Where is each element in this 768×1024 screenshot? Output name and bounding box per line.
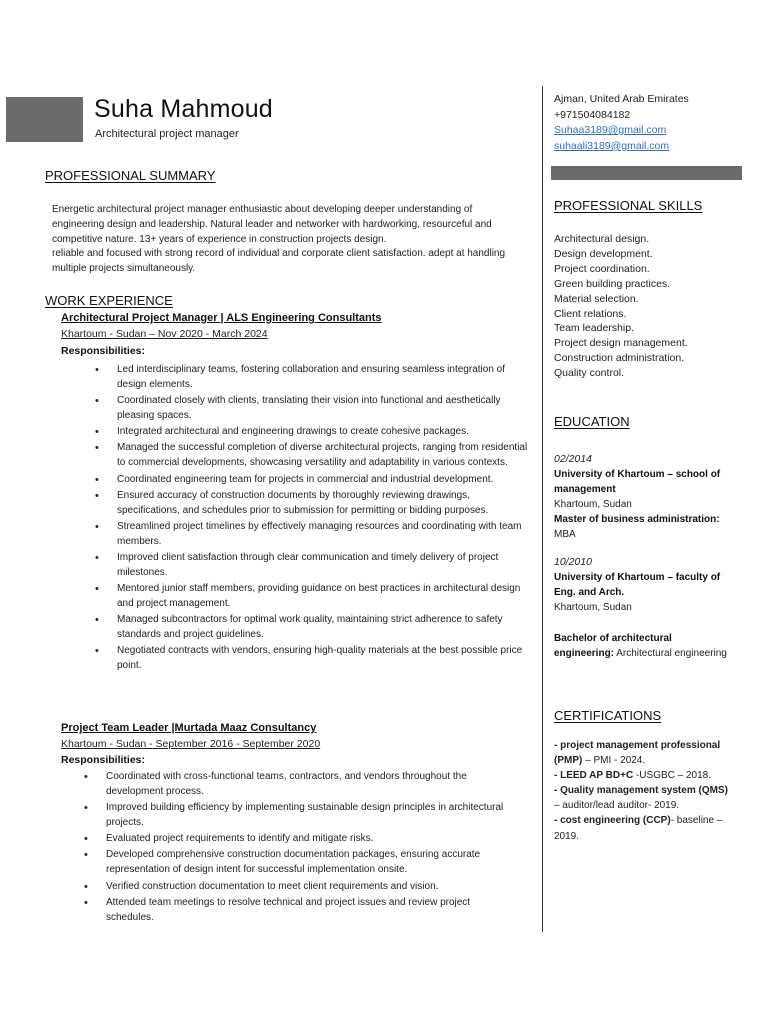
list-item: • Managed subcontractors for optimal work quality, maintaining strict adherence to safety standards and project guidelines. xyxy=(95,613,530,643)
list-item: • Led interdisciplinary teams, fostering collaboration and ensuring seamless integration of design elements. xyxy=(95,363,530,393)
list-item: • Mentored junior staff members, providing guidance on best practices in architectural design and project management. xyxy=(95,582,530,612)
list-item: • Ensured accuracy of construction documents by thoroughly reviewing drawings, specifications, and schedules prior to submission for permitting or bidding purposes. xyxy=(95,489,530,519)
candidate-name: Suha Mahmoud xyxy=(94,95,273,123)
list-item: Project coordination. xyxy=(554,262,650,275)
education-entry-1 xyxy=(554,452,734,542)
candidate-role: Architectural project manager xyxy=(95,128,239,140)
summary-paragraph-1: Energetic architectural project manager enthusiastic about developing deeper understanding of engineering design and leadership. Natural leader and networker with hardworking, resourceful and competitive nature. 13+ years of experience in construction projects design. xyxy=(52,204,492,245)
certification-pmp-label: - project management professional (PMP) xyxy=(554,740,721,767)
job-1-responsibilities-label: Responsibilities: xyxy=(61,345,146,357)
education-2-school: University of Khartoum – faculty of Eng. and Arch. xyxy=(554,572,721,598)
certification-leed-label: - LEED AP BD+C xyxy=(554,770,634,782)
certification-leed-value: -USGBC – 2018. xyxy=(633,770,711,782)
certifications-list xyxy=(554,738,734,844)
list-item: • Improved building efficiency by implementing sustainable design principles in architectural projects. xyxy=(84,801,504,831)
education-heading: EDUCATION xyxy=(554,414,630,429)
certification-pmp xyxy=(554,738,734,768)
list-item: • Evaluated project requirements to identify and mitigate risks. xyxy=(84,832,504,847)
certifications-heading: CERTIFICATIONS xyxy=(554,708,662,723)
contact-block xyxy=(554,92,689,154)
column-divider xyxy=(542,86,543,932)
certification-qms-value: – auditor/lead auditor- 2019. xyxy=(554,800,680,812)
certification-qms xyxy=(554,783,734,813)
experience-heading: WORK EXPERIENCE xyxy=(45,293,173,308)
education-1-date: 02/2014 xyxy=(554,453,592,465)
job-1-responsibilities-list xyxy=(95,363,530,675)
certification-ccp xyxy=(554,813,734,843)
education-entry-2 xyxy=(554,555,734,615)
header-accent-bar xyxy=(6,97,83,142)
education-2-degree-label: Bachelor of architectural engineering: xyxy=(554,633,672,659)
education-entry-2-degree xyxy=(554,631,734,661)
job-1-title: Architectural Project Manager | ALS Engineering Consultants xyxy=(61,312,382,324)
list-item: • Verified construction documentation to meet client requirements and vision. xyxy=(84,880,504,895)
contact-phone: +971504084182 xyxy=(554,108,631,121)
list-item: • Coordinated engineering team for projects in commercial and industrial development. xyxy=(95,473,530,488)
job-1-location: Khartoum - Sudan – Nov 2020 - March 2024 xyxy=(61,328,268,340)
education-2-place: Khartoum, Sudan xyxy=(554,602,632,613)
list-item: • Attended team meetings to resolve technical and project issues and review project schedules. xyxy=(84,896,504,926)
sidebar-accent-bar xyxy=(551,166,742,180)
list-item: • Coordinated with cross-functional teams, contractors, and vendors throughout the development process. xyxy=(84,770,504,800)
education-1-school: University of Khartoum – school of management xyxy=(554,469,721,495)
certification-leed xyxy=(554,768,734,783)
contact-location: Ajman, United Arab Emirates xyxy=(554,93,689,105)
job-2-responsibilities-label: Responsibilities: xyxy=(61,754,146,766)
contact-email-secondary[interactable]: suhaali3189@gmail.com xyxy=(554,139,670,152)
education-1-degree-label: Master of business administration: xyxy=(554,514,720,525)
summary-text xyxy=(52,203,522,277)
list-item: • Integrated architectural and engineering drawings to create cohesive packages. xyxy=(95,425,530,440)
certification-ccp-value: - baseline – 2019. xyxy=(554,815,723,842)
education-1-degree-value: MBA xyxy=(554,529,576,540)
list-item: Client relations. xyxy=(554,307,627,320)
list-item: Project design management. xyxy=(554,337,688,350)
job-2-responsibilities-list xyxy=(84,770,504,927)
education-1-place: Khartoum, Sudan xyxy=(554,499,632,510)
certification-pmp-value: – PMI - 2024. xyxy=(582,755,646,767)
list-item: Quality control. xyxy=(554,367,625,380)
summary-paragraph-2: reliable and focused with strong record of individual and corporate client satisfaction. adept at handling multiple projects simultaneously. xyxy=(52,248,506,275)
list-item: • Streamlined project timelines by effectively managing resources and coordinating with team members. xyxy=(95,520,530,550)
list-item: • Coordinated closely with clients, translating their vision into functional and aesthetically pleasing spaces. xyxy=(95,394,530,424)
list-item: • Developed comprehensive construction documentation packages, ensuring accurate representation of design intent for successful implementation onsite. xyxy=(84,848,504,878)
list-item: Green building practices. xyxy=(554,277,671,290)
list-item: • Managed the successful completion of diverse architectural projects, ranging from residential to commercial developments, showcasing versatility and adaptability in various contexts. xyxy=(95,441,530,471)
job-2-location: Khartoum - Sudan - September 2016 - September 2020 xyxy=(61,738,321,750)
list-item: • Improved client satisfaction through clear communication and timely delivery of project milestones. xyxy=(95,551,530,581)
skills-heading: PROFESSIONAL SKILLS xyxy=(554,198,703,213)
skills-list xyxy=(554,232,688,381)
contact-email-primary[interactable]: Suhaa3189@gmail.com xyxy=(554,124,667,137)
list-item: Material selection. xyxy=(554,292,639,305)
education-2-degree-value: Architectural engineering xyxy=(614,648,727,659)
list-item: • Negotiated contracts with vendors, ensuring high-quality materials at the best possible price point. xyxy=(95,644,530,674)
summary-heading: PROFESSIONAL SUMMARY xyxy=(45,168,216,183)
list-item: Team leadership. xyxy=(554,322,634,335)
education-2-date: 10/2010 xyxy=(554,556,592,568)
list-item: Architectural design. xyxy=(554,233,650,245)
certification-qms-label: - Quality management system (QMS) xyxy=(554,785,728,797)
list-item: Construction administration. xyxy=(554,352,685,365)
list-item: Design development. xyxy=(554,247,653,260)
certification-ccp-label: - cost engineering (CCP) xyxy=(554,815,671,827)
job-2-title: Project Team Leader |Murtada Maaz Consultancy xyxy=(61,722,317,734)
